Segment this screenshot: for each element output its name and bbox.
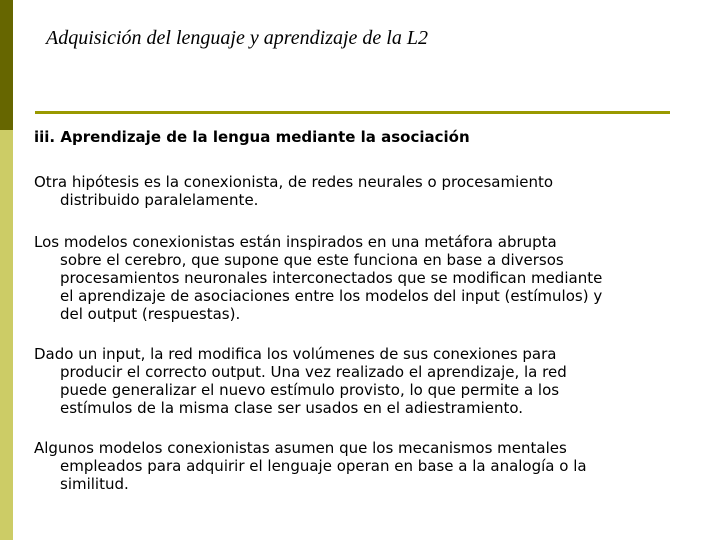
left-accent-bar-light [0, 130, 13, 540]
slide-title: Adquisición del lenguaje y aprendizaje de la L2 [46, 27, 428, 49]
paragraph-line: Los modelos conexionistas están inspirados en una metáfora abrupta [34, 233, 557, 251]
paragraph-line: del output (respuestas). [60, 305, 241, 323]
paragraph-line: el aprendizaje de asociaciones entre los modelos del input (estímulos) y [60, 287, 603, 305]
title-divider [35, 111, 670, 114]
paragraph-line: empleados para adquirir el lenguaje operan en base a la analogía o la [60, 457, 587, 475]
paragraph-line: procesamientos neuronales interconectados que se modifican mediante [60, 269, 603, 287]
paragraph-line: Algunos modelos conexionistas asumen que los mecanismos mentales [34, 439, 567, 457]
paragraph-line: similitud. [60, 475, 129, 493]
section-heading: iii. Aprendizaje de la lengua mediante la asociación [34, 128, 470, 146]
left-accent-bar-dark [0, 0, 13, 130]
paragraph-line: estímulos de la misma clase ser usados en el adiestramiento. [60, 399, 524, 417]
paragraph-line: Otra hipótesis es la conexionista, de redes neurales o procesamiento [34, 173, 554, 191]
paragraph-line: puede generalizar el nuevo estímulo provisto, lo que permite a los [60, 381, 560, 399]
paragraph-line: Dado un input, la red modifica los volúmenes de sus conexiones para [34, 345, 557, 363]
paragraph-line: sobre el cerebro, que supone que este funciona en base a diversos [60, 251, 564, 269]
paragraph-4 [34, 439, 720, 493]
paragraph-2 [34, 233, 720, 323]
paragraph-1 [34, 173, 720, 209]
paragraph-line: distribuido paralelamente. [60, 191, 259, 209]
paragraph-3 [34, 345, 720, 417]
paragraph-line: producir el correcto output. Una vez realizado el aprendizaje, la red [60, 363, 567, 381]
